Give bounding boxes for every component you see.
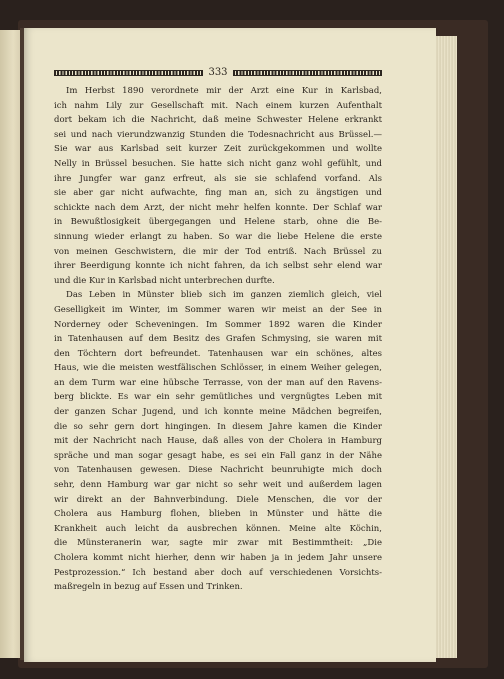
text-line: Norderney oder Scheveningen. Im Sommer 1892 waren die Kinder xyxy=(54,319,382,330)
text-line: die Münsteranerin war, sagte mir zwar mit Bestimmtheit: „Die xyxy=(54,538,382,549)
running-header xyxy=(54,68,382,78)
text-line: mit der Nachricht nach Hause, daß alles von der Cholera in Hamburg xyxy=(54,436,382,447)
text-line: Pestprozession.“ Ich bestand aber doch auf verschiedenen Vorsichts- xyxy=(54,567,382,578)
text-line: Sie war aus Karlsbad seit kurzer Zeit zurückgekommen und wollte xyxy=(54,144,382,155)
text-line: und die Kur in Karlsbad nicht unterbrechen durfte. xyxy=(54,275,275,286)
text-line: sei und nach vierundzwanzig Stunden die Todesnachricht aus Brüssel.— xyxy=(54,129,382,140)
text-line: sie aber gar nicht aufwachte, fing man an, sich zu ängstigen und xyxy=(54,188,382,199)
text-line: spräche und man sogar gesagt habe, es sei ein Fall ganz in der Nähe xyxy=(54,450,382,461)
text-line: maßregeln in bezug auf Essen und Trinken. xyxy=(54,582,243,593)
text-line: sinnung wieder erlangt zu haben. So war die liebe Helene die erste xyxy=(54,231,382,242)
text-line: wir direkt an der Bahnverbindung. Diele Menschen, die vor der xyxy=(54,494,382,505)
text-line: Im Herbst 1890 verordnete mir der Arzt eine Kur in Karlsbad, xyxy=(66,86,382,96)
left-page-edge xyxy=(0,30,22,658)
text-line: Nelly in Brüssel besuchen. Sie hatte sich nicht ganz wohl gefühlt, und xyxy=(54,158,382,169)
text-line: Haus, wie die meisten westfälischen Schlösser, in einem Weiher gelegen, xyxy=(54,363,382,374)
text-line: ihrer Beerdigung konnte ich nicht fahren, da ich selbst sehr elend war xyxy=(54,261,382,272)
text-line: die so sehr gern dort hingingen. In diesem Jahre kamen die Kinder xyxy=(54,421,382,432)
text-line: schickte nach dem Arzt, der nicht mehr helfen konnte. Der Schlaf war xyxy=(54,202,382,213)
header-ornament-right xyxy=(233,70,382,76)
text-line: Das Leben in Münster blieb sich im ganzen ziemlich gleich, viel xyxy=(66,290,382,301)
text-line: Cholera kommt nicht hierher, denn wir haben ja in jedem Jahr unsere xyxy=(54,553,382,563)
text-line: in Bewußtlosigkeit übergegangen und Helene starb, ohne die Be- xyxy=(54,217,382,228)
text-line: Krankheit auch leicht da ausbrechen können. Meine alte Köchin, xyxy=(54,523,382,534)
text-line: Geselligkeit im Winter, im Sommer waren wir meist an der See in xyxy=(54,304,382,315)
text-line: Cholera aus Hamburg flohen, blieben in Münster und hätte die xyxy=(54,509,382,520)
text-line: der ganzen Schar Jugend, und ich konnte meine Mädchen begreifen, xyxy=(54,407,382,418)
text-line: von meinen Geschwistern, die mir der Tod entriß. Nach Brüssel zu xyxy=(54,246,382,257)
text-line: den Töchtern dort befreundet. Tatenhausen war ein schönes, altes xyxy=(54,348,382,359)
body-text xyxy=(54,84,382,595)
text-line: von Tatenhausen gewesen. Diese Nachricht beunruhigte mich doch xyxy=(54,465,382,476)
text-line: sehr, denn Hamburg war gar nicht so sehr weit und außerdem lagen xyxy=(54,480,382,491)
text-line: an dem Turm war eine hübsche Terrasse, von der man auf den Ravens- xyxy=(54,377,382,388)
text-line: in Tatenhausen auf dem Besitz des Grafen Schmysing, sie waren mit xyxy=(54,334,382,345)
text-line: dort bekam ich die Nachricht, daß meine Schwester Helene erkrankt xyxy=(54,115,382,126)
page-number: 333 xyxy=(208,67,228,78)
header-ornament-left xyxy=(54,70,203,76)
text-line: ich nahm Lily zur Gesellschaft mit. Nach einem kurzen Aufenthalt xyxy=(54,100,382,111)
text-line: ihre Jungfer war ganz erfreut, als sie sie schlafend vorfand. Als xyxy=(54,173,382,184)
text-line: berg blickte. Es war ein sehr gemütliches und vergnügtes Leben mit xyxy=(54,392,382,403)
